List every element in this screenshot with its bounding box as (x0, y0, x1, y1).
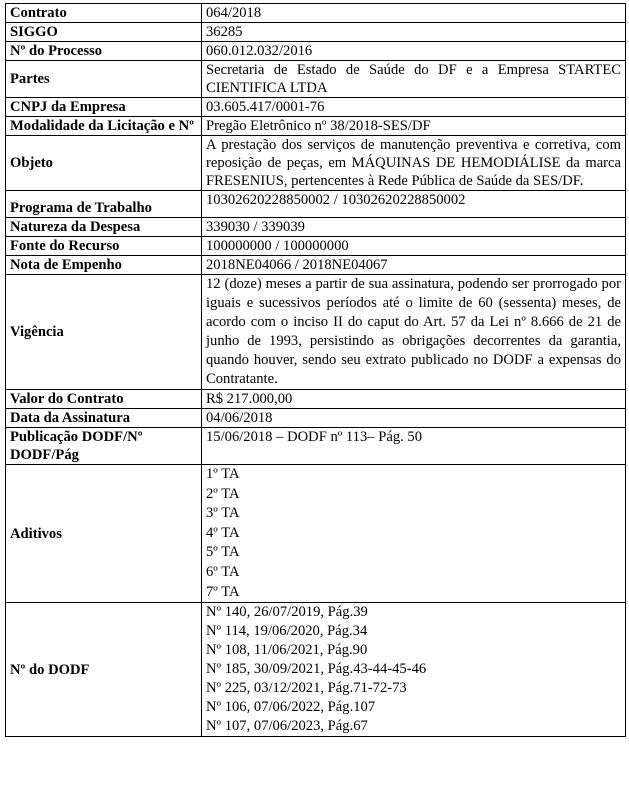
row-publicacao (6, 428, 626, 465)
label-vigencia: Vigência (6, 275, 202, 390)
aditivo-item: 6º TA (206, 563, 240, 580)
aditivo-item: 1º TA (206, 466, 240, 482)
aditivo-item: 7º TA (206, 583, 240, 600)
value-modalidade: Pregão Eletrônico nº 38/2018-SES/DF (202, 117, 626, 136)
value-processo: 060.012.032/2016 (202, 42, 626, 61)
value-cnpj: 03.605.417/0001-76 (202, 98, 626, 117)
value-natureza: 339030 / 339039 (202, 218, 626, 237)
label-assinatura: Data da Assinatura (6, 409, 202, 428)
label-natureza: Natureza da Despesa (6, 218, 202, 237)
row-siggo (6, 23, 626, 42)
label-partes: Partes (6, 61, 202, 98)
label-aditivos: Aditivos (6, 465, 202, 603)
row-objeto (6, 136, 626, 191)
row-contrato (6, 4, 626, 23)
dodf-item: Nº 140, 26/07/2019, Pág.39 (206, 604, 368, 621)
value-assinatura: 04/06/2018 (202, 409, 626, 428)
row-fonte (6, 237, 626, 256)
value-vigencia: 12 (doze) meses a partir de sua assinatura, podendo ser prorrogado por iguais e sucessivos períodos até o limite de 60 (sessenta) meses, de acordo com o inciso II do caput do Art. 57 da Lei nº 8.666 de 21 de junho de 1993, persistindo as obrigações decorrentes da garantia, quando houver, sendo seu extrato publicado no DODF a expensas do Contratante. (202, 275, 626, 390)
row-cnpj (6, 98, 626, 117)
row-valor (6, 390, 626, 409)
row-empenho (6, 256, 626, 275)
contract-summary-table (5, 3, 626, 737)
row-programa (6, 191, 626, 218)
row-vigencia (6, 275, 626, 390)
dodf-item: Nº 114, 19/06/2020, Pág.34 (206, 623, 368, 640)
value-siggo: 36285 (202, 23, 626, 42)
aditivo-item: 3º TA (206, 505, 240, 522)
dodf-item: Nº 108, 11/06/2021, Pág.90 (206, 642, 368, 659)
dodf-item: Nº 225, 03/12/2021, Pág.71-72-73 (206, 680, 407, 697)
row-aditivos (6, 465, 626, 603)
value-aditivos (202, 465, 626, 603)
value-dodf (202, 603, 626, 737)
row-partes (6, 61, 626, 98)
label-fonte: Fonte do Recurso (6, 237, 202, 256)
label-modalidade: Modalidade da Licitação e Nº (6, 117, 202, 136)
label-cnpj: CNPJ da Empresa (6, 98, 202, 117)
dodf-item: Nº 106, 07/06/2022, Pág.107 (206, 699, 376, 716)
label-contrato: Contrato (6, 4, 202, 23)
label-programa: Programa de Trabalho (6, 191, 202, 218)
row-assinatura (6, 409, 626, 428)
row-modalidade (6, 117, 626, 136)
label-valor: Valor do Contrato (6, 390, 202, 409)
value-fonte: 100000000 / 100000000 (202, 237, 626, 256)
value-publicacao: 15/06/2018 – DODF nº 113– Pág. 50 (202, 428, 626, 465)
row-dodf (6, 603, 626, 737)
dodf-item: Nº 185, 30/09/2021, Pág.43-44-45-46 (206, 661, 427, 678)
aditivo-item: 4º TA (206, 524, 240, 541)
aditivo-item: 2º TA (206, 485, 240, 502)
aditivo-item: 5º TA (206, 544, 240, 561)
label-objeto: Objeto (6, 136, 202, 191)
value-valor: R$ 217.000,00 (202, 390, 626, 409)
value-partes: Secretaria de Estado de Saúde do DF e a Empresa STARTEC CIENTIFICA LTDA (202, 61, 626, 98)
dodf-item: Nº 107, 07/06/2023, Pág.67 (206, 718, 368, 735)
row-natureza (6, 218, 626, 237)
label-dodf: Nº do DODF (6, 603, 202, 737)
label-processo: Nº do Processo (6, 42, 202, 61)
label-empenho: Nota de Empenho (6, 256, 202, 275)
label-siggo: SIGGO (6, 23, 202, 42)
value-programa: 10302620228850002 / 10302620228850002 (202, 191, 626, 218)
value-empenho: 2018NE04066 / 2018NE04067 (202, 256, 626, 275)
label-publicacao: Publicação DODF/Nº DODF/Pág (6, 428, 202, 465)
row-processo (6, 42, 626, 61)
value-objeto: A prestação dos serviços de manutenção preventiva e corretiva, com reposição de peças, em MÁQUINAS DE HEMODIÁLISE da marca FRESENIUS, pertencentes à Rede Pública de Saúde da SES/DF. (202, 136, 626, 191)
value-contrato: 064/2018 (202, 4, 626, 23)
